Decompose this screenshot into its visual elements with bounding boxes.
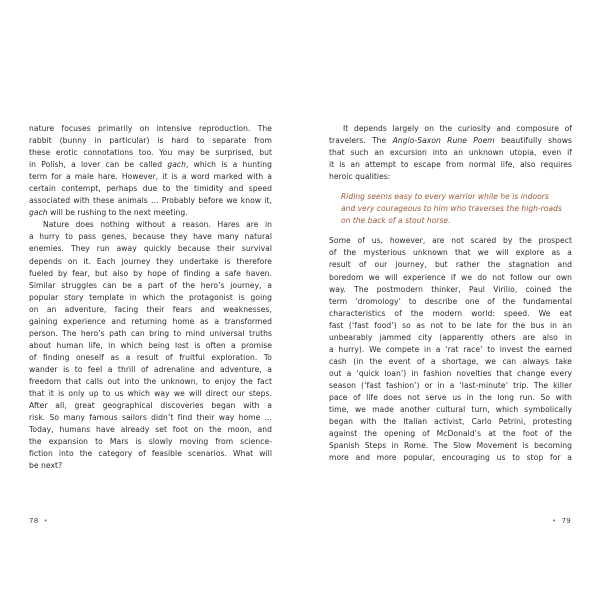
text-run: it is an attempt to escape from normal life, also requires	[329, 160, 572, 170]
text-run: term ‘dromology’ to describe one of the fundamental	[329, 296, 572, 306]
block-quote	[329, 191, 572, 227]
text-line	[29, 243, 272, 255]
text-line	[29, 280, 272, 292]
text-line	[29, 171, 272, 183]
text-line	[329, 284, 572, 296]
text-line	[29, 135, 272, 147]
text-line	[29, 340, 272, 352]
text-line	[29, 412, 272, 424]
right-page-number	[547, 517, 571, 525]
text-run: fast (‘fast food’) so as not to be late for the bus in an	[329, 320, 572, 330]
text-line	[29, 388, 272, 400]
text-run: Similar struggles can be a part of the hero’s journey, a	[29, 280, 272, 290]
text-line	[29, 195, 272, 207]
text-run: Nature does nothing without a reason. Hares are in	[43, 220, 272, 230]
right-intro-paragraph	[329, 123, 572, 183]
text-run: the expansion to Mars is slowly moving from science-	[29, 437, 272, 447]
text-run: that it is only up to us which way we will direct our steps.	[29, 389, 272, 399]
text-line	[329, 272, 572, 284]
text-line	[29, 123, 272, 135]
text-run: be next?	[29, 461, 63, 471]
folio-separator: •	[552, 517, 557, 525]
text-run: After all, great geographical discoveries began with a	[29, 401, 272, 411]
text-run: more and more popular, encouraging us to stop for a	[329, 453, 572, 463]
italic-term: Anglo-Saxon Rune Poem	[392, 136, 495, 146]
right-body-paragraph	[329, 235, 572, 464]
text-line	[29, 460, 272, 472]
text-run: unbearably jammed city (apparently others are also in	[329, 332, 572, 342]
text-line	[29, 424, 272, 436]
text-run: about human life, in which being lost is often a promise	[29, 340, 272, 350]
text-line	[329, 452, 572, 464]
text-run: of the mysterious unknown that we will explore as a	[329, 248, 572, 258]
text-run: , which is a hunting	[186, 160, 272, 170]
text-run: a hurry). We compete in a ‘rat race’ to invest the earned	[329, 344, 572, 354]
text-run: risk. So many famous sailors didn’t find their way home ...	[29, 413, 272, 423]
text-run: out a ‘quick loan’) in fashion novelties that change every	[329, 368, 572, 378]
text-line	[329, 368, 572, 380]
left-page-number	[29, 517, 53, 525]
text-line	[29, 304, 272, 316]
text-run: rabbit (bunny in particular) is hard to separate from	[29, 136, 272, 146]
text-line	[29, 256, 272, 268]
text-run: associated with these animals ... Probably before we know it,	[29, 196, 272, 206]
text-line	[329, 320, 572, 332]
text-line	[329, 235, 572, 247]
text-run: gaining experience and returning home as a transformed	[29, 316, 272, 326]
text-run: Spanish Steps in Rome. The Slow Movement is becoming	[329, 441, 572, 451]
text-run: freedom that calls out into the unknown, to enjoy the fact	[29, 376, 272, 386]
text-line	[29, 400, 272, 412]
italic-term: gach	[29, 208, 48, 218]
text-run: characteristics of the modern world: speed. We eat	[329, 308, 572, 318]
text-run: travelers. The	[329, 136, 393, 146]
text-line	[329, 123, 572, 135]
text-run: on an adventure, facing their fears and weaknesses,	[29, 304, 272, 314]
text-run: term for a male hare. However, it is a word marked with a	[29, 172, 272, 182]
text-run: way. The postmodern thinker, Paul Virilio, coined the	[329, 284, 572, 294]
text-run: will be rushing to the next meeting.	[47, 208, 188, 218]
text-run: person. The hero’s path can bring to mind universal truths	[29, 328, 272, 338]
text-line	[329, 428, 572, 440]
quote-line: and very courageous to him who traverses the high-roads	[341, 204, 562, 214]
text-run: of finding oneself as a result of fruitful exploration. To	[29, 352, 272, 362]
text-run: these erotic connotations too. You may be surprised, but	[29, 148, 272, 158]
text-line	[29, 328, 272, 340]
text-line	[329, 259, 572, 271]
text-run: Some of us, however, are not scared by the prospect	[329, 236, 572, 246]
text-line	[29, 231, 272, 243]
text-run: popular story template in which the protagonist is going	[29, 292, 272, 302]
text-line	[29, 436, 272, 448]
text-line	[29, 219, 272, 231]
text-line	[29, 316, 272, 328]
text-line	[329, 147, 572, 159]
quote-line: on the back of a stout horse.	[341, 216, 451, 226]
text-run: began with the Italian activist, Carlo Petrini, protesting	[329, 417, 572, 427]
text-line	[329, 440, 572, 452]
text-run: nature focuses primarily on intensive reproduction. The	[29, 124, 272, 133]
text-line	[329, 344, 572, 356]
text-run: time, we made another cultural turn, which symbolically	[329, 405, 572, 415]
text-run: that such an excursion into an unknown utopia, even if	[329, 148, 572, 158]
text-run: wander is to feel a thrill of adrenaline and adventure, a	[29, 364, 272, 374]
text-run: beautifully shows	[494, 136, 572, 146]
right-page	[300, 0, 600, 600]
text-line	[29, 364, 272, 376]
text-run: It depends largely on the curiosity and composure of	[343, 124, 572, 133]
text-line	[329, 135, 572, 147]
text-line	[29, 183, 272, 195]
text-line	[329, 308, 572, 320]
text-line	[329, 159, 572, 171]
text-run: pace of life does not serve us in the long run. So with	[329, 392, 572, 402]
quote-line: Riding seems easy to every warrior while he is indoors	[341, 192, 549, 202]
text-run: fiction into the category of feasible scenarios. What will	[29, 449, 272, 459]
right-page-text	[329, 123, 572, 464]
text-run: fueled by fear, but also by hope of finding a safe haven.	[29, 268, 272, 278]
folio-separator: •	[43, 517, 48, 525]
text-run: cash (in the event of a shortage, we can always take	[329, 356, 572, 366]
text-line	[29, 147, 272, 159]
text-line	[329, 171, 572, 183]
text-run: season (‘fast fashion’) or in a ‘last-minute’ trip. The killer	[329, 380, 572, 390]
text-run: in Polish, a lover can be called	[29, 160, 168, 170]
text-run: Today, humans have already set foot on the moon, and	[29, 425, 272, 435]
text-run: heroic qualities:	[329, 172, 391, 182]
text-run: certain contempt, perhaps due to the timidity and speed	[29, 184, 272, 194]
text-line	[329, 404, 572, 416]
text-line	[329, 392, 572, 404]
page-number: 79	[561, 517, 571, 525]
text-run: result of our journey, but rather the stagnation and	[329, 260, 572, 270]
text-line	[329, 332, 572, 344]
text-run: a hurry to pass genes, because they have many natural	[29, 232, 272, 242]
text-line	[29, 352, 272, 364]
italic-term: gach	[167, 160, 186, 170]
text-line	[29, 292, 272, 304]
text-run: against the opening of McDonald’s at the foot of the	[329, 429, 572, 439]
text-line	[329, 247, 572, 259]
text-run: depends on it. Each journey they undertake is therefore	[29, 256, 272, 266]
left-page-text	[29, 123, 272, 472]
page-number: 78	[29, 517, 39, 525]
text-line	[329, 296, 572, 308]
text-line	[29, 376, 272, 388]
text-line	[329, 380, 572, 392]
text-line	[29, 159, 272, 171]
text-line	[329, 356, 572, 368]
text-line	[29, 448, 272, 460]
text-run: boredom we will experience if we do not follow our own	[329, 272, 572, 282]
text-line	[29, 207, 272, 219]
text-line	[29, 268, 272, 280]
text-line	[329, 416, 572, 428]
text-run: enemies. They run away quickly because their survival	[29, 244, 272, 254]
